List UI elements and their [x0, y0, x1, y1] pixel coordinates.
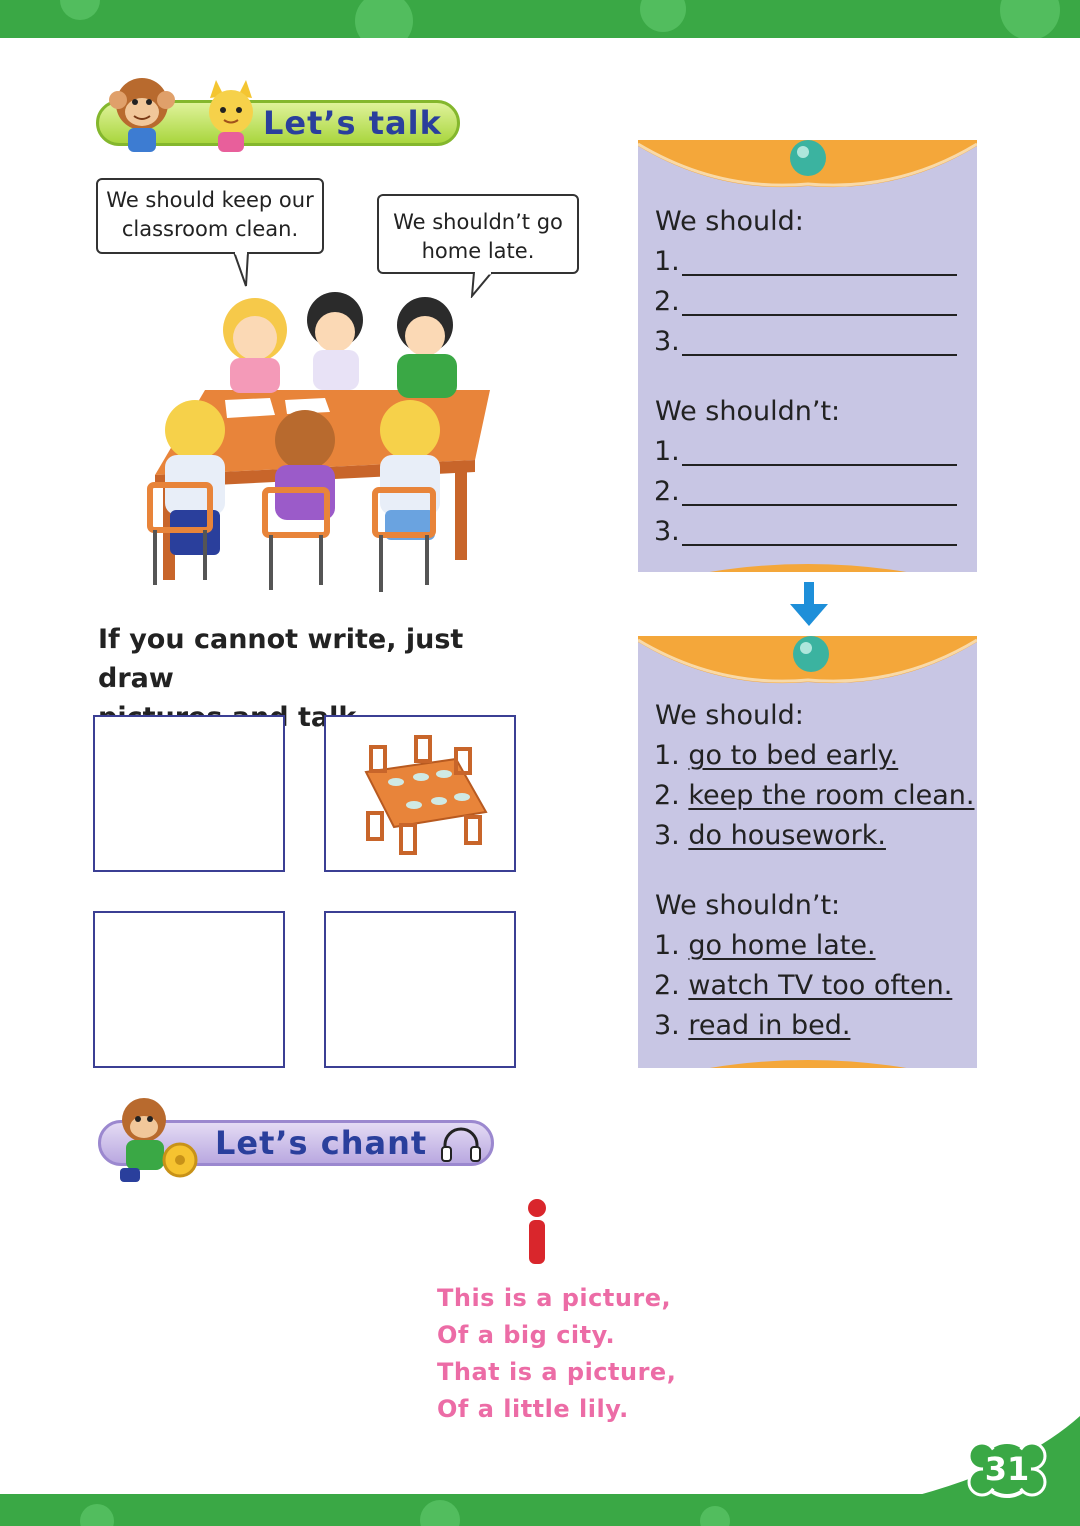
bubble-left-line-2: classroom clean. [121, 217, 299, 241]
worksheet-shouldnt-number-1: 1. [654, 436, 680, 467]
bubble-right-line-2: home late. [421, 239, 535, 263]
cat-mascot-icon [209, 80, 253, 152]
bubble-right-line-1: We shouldn’t go [393, 210, 563, 234]
worksheet-shouldnt-number-2: 2. [654, 476, 680, 507]
example-should-number-3: 3. [654, 820, 680, 851]
dining-table-illustration-icon [326, 717, 514, 870]
classroom-illustration [135, 280, 500, 600]
worksheet-should-blank-2[interactable] [682, 314, 957, 316]
example-shouldnt-answer-3: read in bed. [688, 1010, 851, 1041]
example-shouldnt-heading: We shouldn’t: [655, 890, 841, 921]
chant-line-1: This is a picture, [437, 1284, 672, 1312]
example-shouldnt-item-3 [654, 1010, 850, 1041]
monkey-cymbal-mascot-icon [102, 1090, 202, 1188]
teal-gem-icon [793, 636, 829, 672]
example-shouldnt-answer-2: watch TV too often. [688, 970, 953, 1001]
worksheet-should-number-1: 1. [654, 246, 680, 277]
drawing-box-4[interactable] [324, 911, 516, 1068]
panel-top-bottom-curtain [638, 554, 977, 572]
example-shouldnt-item-1 [654, 930, 876, 961]
letter-i-glyph [524, 1198, 550, 1266]
top-decorative-band [0, 0, 1080, 38]
instruction-line-1: If you cannot write, just draw [98, 624, 464, 694]
example-should-answer-1: go to bed early. [688, 740, 899, 771]
chant-line-2: Of a big city. [437, 1321, 616, 1349]
worksheet-should-number-2: 2. [654, 286, 680, 317]
example-panel [638, 636, 977, 1068]
example-shouldnt-item-2 [654, 970, 952, 1001]
worksheet-shouldnt-blank-2[interactable] [682, 504, 957, 506]
chant-line-3: That is a picture, [437, 1358, 677, 1386]
bubble-left-line-1: We should keep our [106, 188, 314, 212]
worksheet-should-blank-1[interactable] [682, 274, 957, 276]
worksheet-should-blank-3[interactable] [682, 354, 957, 356]
example-shouldnt-number-3: 3. [654, 1010, 680, 1041]
drawing-box-2[interactable] [324, 715, 516, 872]
worksheet-should-heading: We should: [655, 206, 804, 237]
lets-chant-title: Let’s chant [215, 1124, 428, 1162]
page-number: 31 [984, 1450, 1030, 1488]
panel-bottom-bottom-curtain [638, 1050, 977, 1068]
worksheet-shouldnt-number-3: 3. [654, 516, 680, 547]
example-should-item-1 [654, 740, 898, 771]
example-should-item-3 [654, 820, 886, 851]
drawing-box-3[interactable] [93, 911, 285, 1068]
example-should-answer-2: keep the room clean. [688, 780, 975, 811]
drawing-box-1[interactable] [93, 715, 285, 872]
example-should-heading: We should: [655, 700, 804, 731]
worksheet-shouldnt-blank-3[interactable] [682, 544, 957, 546]
panel-top-curtain [638, 140, 977, 196]
headphones-icon [439, 1123, 483, 1163]
example-should-number-1: 1. [654, 740, 680, 771]
example-should-answer-3: do housework. [688, 820, 886, 851]
chant-line-4: Of a little lily. [437, 1395, 629, 1423]
worksheet-shouldnt-blank-1[interactable] [682, 464, 957, 466]
lets-talk-title: Let’s talk [263, 104, 442, 142]
example-should-number-2: 2. [654, 780, 680, 811]
worksheet-should-number-3: 3. [654, 326, 680, 357]
down-arrow-icon [788, 580, 830, 630]
example-shouldnt-number-1: 1. [654, 930, 680, 961]
example-shouldnt-number-2: 2. [654, 970, 680, 1001]
monkey-mascot-icon [109, 78, 175, 152]
speech-bubble-right [377, 194, 579, 274]
worksheet-panel [638, 140, 977, 572]
example-should-item-2 [654, 780, 975, 811]
example-shouldnt-answer-1: go home late. [688, 930, 876, 961]
talk-mascots [100, 70, 270, 154]
teal-gem-icon [790, 140, 826, 176]
speech-bubble-left [96, 178, 324, 254]
worksheet-shouldnt-heading: We shouldn’t: [655, 396, 841, 427]
panel-bottom-curtain [638, 636, 977, 692]
